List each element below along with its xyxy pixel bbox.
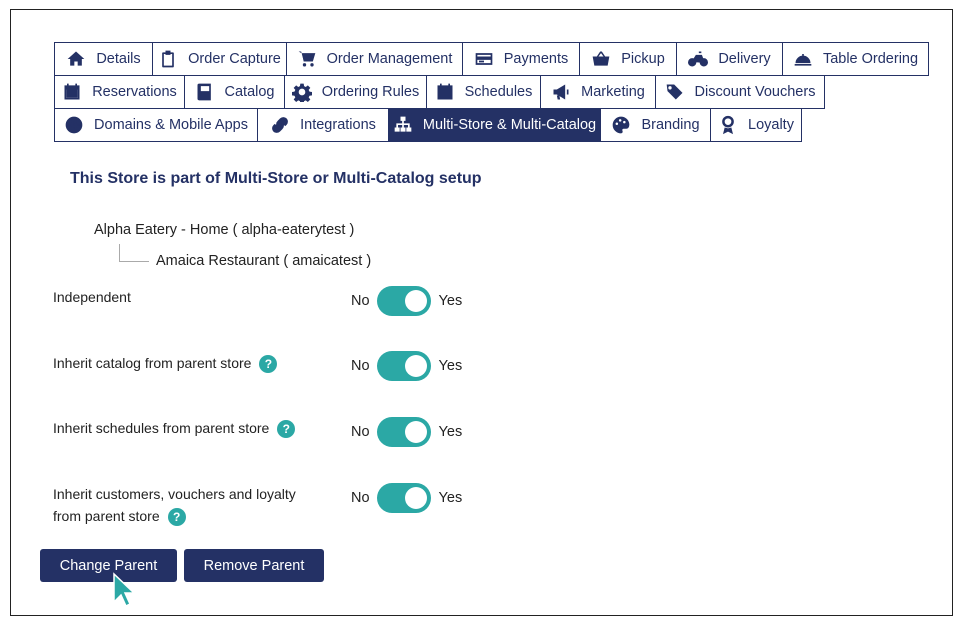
- help-icon[interactable]: ?: [277, 420, 295, 438]
- toggle-no-label: No: [351, 424, 370, 440]
- megaphone-icon: [551, 82, 571, 102]
- globe-icon: [64, 115, 84, 135]
- tab-table-ordering[interactable]: [782, 42, 929, 76]
- award-icon: [718, 115, 738, 135]
- mouse-pointer-icon: [112, 572, 136, 608]
- calendar-icon: [435, 82, 455, 102]
- tab-label: Discount Vouchers: [694, 84, 816, 100]
- setting-inherit-customers-label: [53, 483, 296, 527]
- toggle-inherit-schedules: [351, 417, 462, 447]
- tab-label: Catalog: [224, 84, 275, 100]
- switch-knob: [405, 290, 427, 312]
- tab-label: Marketing: [581, 84, 645, 100]
- toggle-inherit-catalog: [351, 351, 462, 381]
- setting-label-text: Inherit catalog from parent store: [53, 355, 252, 371]
- setting-inherit-schedules-label: [53, 417, 295, 439]
- home-icon: [66, 49, 86, 69]
- toggle-no-label: No: [351, 293, 370, 309]
- tab-payments[interactable]: [462, 42, 580, 76]
- tab-domains-mobile-apps[interactable]: [54, 108, 258, 142]
- setting-label-text: Independent: [53, 289, 131, 305]
- tab-label: Branding: [641, 117, 700, 133]
- remove-parent-button[interactable]: Remove Parent: [184, 549, 324, 582]
- tab-delivery[interactable]: [676, 42, 783, 76]
- independent-switch[interactable]: [377, 286, 431, 316]
- calendar-icon: [62, 82, 82, 102]
- tab-marketing[interactable]: [540, 75, 656, 109]
- tab-label: Delivery: [718, 51, 771, 67]
- clipboard-icon: [158, 49, 178, 69]
- cloche-icon: [793, 49, 813, 69]
- toggle-independent: [351, 286, 462, 316]
- setting-inherit-catalog-label: [53, 352, 277, 374]
- tab-reservations[interactable]: [54, 75, 185, 109]
- help-icon[interactable]: ?: [259, 355, 277, 373]
- tree-connector: [119, 244, 149, 262]
- link-icon: [270, 115, 290, 135]
- tab-label: Order Management: [326, 51, 453, 67]
- tab-details[interactable]: [54, 42, 153, 76]
- toggle-no-label: No: [351, 490, 370, 506]
- setting-label-text: Inherit customers, vouchers and loyalty: [53, 486, 296, 502]
- tree-parent-store: Alpha Eatery - Home ( alpha-eaterytest ): [94, 222, 355, 238]
- toggle-no-label: No: [351, 358, 370, 374]
- tab-row-2: [54, 75, 824, 109]
- bicycle-icon: [688, 49, 708, 69]
- gear-icon: [292, 82, 312, 102]
- tab-pickup[interactable]: [579, 42, 677, 76]
- switch-knob: [405, 487, 427, 509]
- tab-row-3: [54, 108, 801, 142]
- help-icon[interactable]: ?: [168, 508, 186, 526]
- switch-knob: [405, 355, 427, 377]
- section-heading: This Store is part of Multi-Store or Multi-Catalog setup: [70, 170, 482, 187]
- book-icon: [195, 82, 215, 102]
- toggle-yes-label: Yes: [438, 424, 463, 440]
- toggle-yes-label: Yes: [438, 358, 463, 374]
- inherit-catalog-switch[interactable]: [377, 351, 431, 381]
- tab-row-1: [54, 42, 928, 76]
- tab-label: Multi-Store & Multi-Catalog: [422, 117, 597, 133]
- tab-label: Table Ordering: [822, 51, 919, 67]
- tab-multi-store-multi-catalog[interactable]: [388, 108, 601, 142]
- sitemap-icon: [393, 115, 413, 135]
- tab-label: Order Capture: [188, 51, 281, 67]
- change-parent-button[interactable]: Change Parent: [40, 549, 177, 582]
- toggle-yes-label: Yes: [438, 490, 463, 506]
- cart-icon: [297, 49, 317, 69]
- palette-icon: [611, 115, 631, 135]
- credit-card-icon: [474, 49, 494, 69]
- setting-label-text-line2: from parent store: [53, 508, 160, 524]
- tab-loyalty[interactable]: [710, 108, 802, 142]
- inherit-customers-switch[interactable]: [377, 483, 431, 513]
- toggle-inherit-customers: [351, 483, 462, 513]
- switch-knob: [405, 421, 427, 443]
- tags-icon: [665, 82, 685, 102]
- tab-label: Ordering Rules: [321, 84, 420, 100]
- tab-catalog[interactable]: [184, 75, 285, 109]
- tab-ordering-rules[interactable]: [284, 75, 427, 109]
- tab-schedules[interactable]: [426, 75, 541, 109]
- tab-label: Integrations: [300, 117, 376, 133]
- toggle-yes-label: Yes: [438, 293, 463, 309]
- inherit-schedules-switch[interactable]: [377, 417, 431, 447]
- basket-icon: [591, 49, 611, 69]
- tab-branding[interactable]: [600, 108, 711, 142]
- tab-label: Domains & Mobile Apps: [94, 117, 248, 133]
- tab-integrations[interactable]: [257, 108, 389, 142]
- tab-label: Payments: [503, 51, 569, 67]
- tab-label: Details: [96, 51, 141, 67]
- tab-label: Pickup: [621, 51, 665, 67]
- setting-independent-label: [53, 286, 131, 308]
- setting-label-text: Inherit schedules from parent store: [53, 420, 270, 436]
- tab-label: Reservations: [92, 84, 177, 100]
- tree-child-store: Amaica Restaurant ( amaicatest ): [156, 253, 372, 269]
- tab-discount-vouchers[interactable]: [655, 75, 825, 109]
- tab-label: Loyalty: [748, 117, 794, 133]
- tab-label: Schedules: [464, 84, 533, 100]
- tab-order-management[interactable]: [286, 42, 463, 76]
- tab-order-capture[interactable]: [152, 42, 287, 76]
